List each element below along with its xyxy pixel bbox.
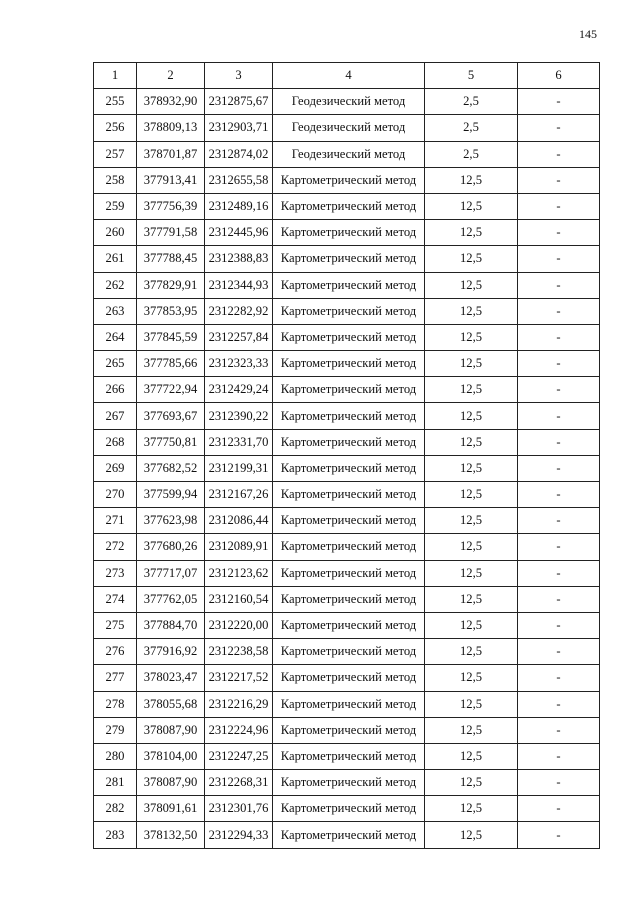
cell-method: Картометрический метод [273, 220, 425, 246]
cell-y-coordinate: 2312388,83 [205, 246, 273, 272]
cell-y-coordinate: 2312123,62 [205, 560, 273, 586]
cell-x-coordinate: 377785,66 [137, 351, 205, 377]
cell-method: Картометрический метод [273, 586, 425, 612]
cell-x-coordinate: 377717,07 [137, 560, 205, 586]
cell-accuracy: 12,5 [425, 324, 518, 350]
cell-y-coordinate: 2312199,31 [205, 455, 273, 481]
table-row [94, 770, 600, 796]
cell-y-coordinate: 2312445,96 [205, 220, 273, 246]
cell-method: Картометрический метод [273, 717, 425, 743]
cell-y-coordinate: 2312903,71 [205, 115, 273, 141]
table-row [94, 89, 600, 115]
cell-point-number: 265 [94, 351, 137, 377]
table-row [94, 193, 600, 219]
cell-note: - [518, 272, 600, 298]
table-row [94, 612, 600, 638]
cell-y-coordinate: 2312224,96 [205, 717, 273, 743]
cell-y-coordinate: 2312257,84 [205, 324, 273, 350]
cell-y-coordinate: 2312301,76 [205, 796, 273, 822]
cell-accuracy: 12,5 [425, 534, 518, 560]
cell-note: - [518, 508, 600, 534]
cell-method: Картометрический метод [273, 508, 425, 534]
cell-point-number: 257 [94, 141, 137, 167]
cell-accuracy: 12,5 [425, 167, 518, 193]
cell-point-number: 272 [94, 534, 137, 560]
cell-accuracy: 12,5 [425, 246, 518, 272]
cell-method: Картометрический метод [273, 665, 425, 691]
cell-note: - [518, 770, 600, 796]
cell-method: Картометрический метод [273, 822, 425, 848]
cell-accuracy: 12,5 [425, 612, 518, 638]
cell-note: - [518, 429, 600, 455]
cell-accuracy: 12,5 [425, 377, 518, 403]
cell-point-number: 261 [94, 246, 137, 272]
table-row [94, 324, 600, 350]
cell-point-number: 279 [94, 717, 137, 743]
cell-y-coordinate: 2312216,29 [205, 691, 273, 717]
cell-x-coordinate: 378104,00 [137, 743, 205, 769]
cell-point-number: 277 [94, 665, 137, 691]
cell-method: Картометрический метод [273, 482, 425, 508]
cell-method: Картометрический метод [273, 403, 425, 429]
cell-accuracy: 12,5 [425, 193, 518, 219]
cell-y-coordinate: 2312282,92 [205, 298, 273, 324]
cell-x-coordinate: 378087,90 [137, 770, 205, 796]
cell-point-number: 268 [94, 429, 137, 455]
cell-note: - [518, 351, 600, 377]
cell-point-number: 276 [94, 639, 137, 665]
cell-y-coordinate: 2312655,58 [205, 167, 273, 193]
header-cell: 6 [518, 63, 600, 89]
cell-point-number: 275 [94, 612, 137, 638]
cell-x-coordinate: 377916,92 [137, 639, 205, 665]
cell-x-coordinate: 377788,45 [137, 246, 205, 272]
cell-method: Картометрический метод [273, 639, 425, 665]
cell-y-coordinate: 2312875,67 [205, 89, 273, 115]
table-row [94, 115, 600, 141]
cell-accuracy: 12,5 [425, 429, 518, 455]
cell-point-number: 258 [94, 167, 137, 193]
cell-x-coordinate: 378932,90 [137, 89, 205, 115]
table-row [94, 639, 600, 665]
cell-accuracy: 12,5 [425, 822, 518, 848]
table-row [94, 351, 600, 377]
table-row [94, 429, 600, 455]
cell-x-coordinate: 378701,87 [137, 141, 205, 167]
table-row [94, 298, 600, 324]
cell-point-number: 282 [94, 796, 137, 822]
cell-accuracy: 12,5 [425, 298, 518, 324]
cell-method: Картометрический метод [273, 612, 425, 638]
cell-note: - [518, 639, 600, 665]
cell-point-number: 263 [94, 298, 137, 324]
coordinates-table [93, 62, 600, 849]
cell-y-coordinate: 2312167,26 [205, 482, 273, 508]
cell-note: - [518, 455, 600, 481]
cell-y-coordinate: 2312160,54 [205, 586, 273, 612]
cell-y-coordinate: 2312390,22 [205, 403, 273, 429]
cell-method: Картометрический метод [273, 560, 425, 586]
cell-accuracy: 2,5 [425, 89, 518, 115]
cell-x-coordinate: 377791,58 [137, 220, 205, 246]
table-row [94, 560, 600, 586]
cell-note: - [518, 717, 600, 743]
cell-y-coordinate: 2312874,02 [205, 141, 273, 167]
table-row [94, 167, 600, 193]
cell-note: - [518, 220, 600, 246]
cell-method: Картометрический метод [273, 455, 425, 481]
cell-y-coordinate: 2312294,33 [205, 822, 273, 848]
cell-note: - [518, 141, 600, 167]
cell-method: Картометрический метод [273, 298, 425, 324]
cell-y-coordinate: 2312323,33 [205, 351, 273, 377]
table-row [94, 403, 600, 429]
cell-point-number: 281 [94, 770, 137, 796]
header-cell: 2 [137, 63, 205, 89]
cell-point-number: 262 [94, 272, 137, 298]
cell-method: Картометрический метод [273, 377, 425, 403]
cell-note: - [518, 115, 600, 141]
cell-note: - [518, 822, 600, 848]
cell-accuracy: 12,5 [425, 691, 518, 717]
header-cell: 5 [425, 63, 518, 89]
cell-note: - [518, 796, 600, 822]
cell-point-number: 283 [94, 822, 137, 848]
header-cell: 3 [205, 63, 273, 89]
cell-accuracy: 12,5 [425, 717, 518, 743]
cell-x-coordinate: 378132,50 [137, 822, 205, 848]
cell-y-coordinate: 2312331,70 [205, 429, 273, 455]
cell-x-coordinate: 377680,26 [137, 534, 205, 560]
header-cell: 1 [94, 63, 137, 89]
cell-x-coordinate: 378055,68 [137, 691, 205, 717]
cell-accuracy: 12,5 [425, 560, 518, 586]
cell-y-coordinate: 2312220,00 [205, 612, 273, 638]
cell-note: - [518, 89, 600, 115]
cell-x-coordinate: 377829,91 [137, 272, 205, 298]
cell-method: Картометрический метод [273, 796, 425, 822]
cell-x-coordinate: 377845,59 [137, 324, 205, 350]
cell-point-number: 269 [94, 455, 137, 481]
cell-method: Геодезический метод [273, 115, 425, 141]
cell-point-number: 264 [94, 324, 137, 350]
cell-method: Картометрический метод [273, 272, 425, 298]
cell-method: Картометрический метод [273, 246, 425, 272]
table-row [94, 717, 600, 743]
cell-y-coordinate: 2312217,52 [205, 665, 273, 691]
cell-note: - [518, 560, 600, 586]
cell-y-coordinate: 2312238,58 [205, 639, 273, 665]
cell-point-number: 266 [94, 377, 137, 403]
table-row [94, 508, 600, 534]
cell-note: - [518, 298, 600, 324]
cell-note: - [518, 665, 600, 691]
cell-note: - [518, 324, 600, 350]
cell-accuracy: 12,5 [425, 665, 518, 691]
cell-accuracy: 12,5 [425, 272, 518, 298]
cell-note: - [518, 612, 600, 638]
cell-note: - [518, 377, 600, 403]
table-row [94, 246, 600, 272]
cell-note: - [518, 482, 600, 508]
cell-x-coordinate: 378087,90 [137, 717, 205, 743]
cell-y-coordinate: 2312344,93 [205, 272, 273, 298]
cell-y-coordinate: 2312489,16 [205, 193, 273, 219]
cell-x-coordinate: 377722,94 [137, 377, 205, 403]
cell-accuracy: 12,5 [425, 403, 518, 429]
cell-note: - [518, 586, 600, 612]
cell-x-coordinate: 377913,41 [137, 167, 205, 193]
page-number: 145 [579, 27, 597, 41]
cell-accuracy: 12,5 [425, 482, 518, 508]
cell-note: - [518, 403, 600, 429]
cell-x-coordinate: 377762,05 [137, 586, 205, 612]
cell-x-coordinate: 377623,98 [137, 508, 205, 534]
cell-x-coordinate: 378091,61 [137, 796, 205, 822]
cell-point-number: 274 [94, 586, 137, 612]
table-row [94, 455, 600, 481]
cell-x-coordinate: 377682,52 [137, 455, 205, 481]
cell-note: - [518, 691, 600, 717]
cell-method: Картометрический метод [273, 770, 425, 796]
cell-accuracy: 12,5 [425, 743, 518, 769]
cell-note: - [518, 246, 600, 272]
table-row [94, 822, 600, 848]
cell-note: - [518, 743, 600, 769]
cell-point-number: 278 [94, 691, 137, 717]
cell-accuracy: 2,5 [425, 115, 518, 141]
table-row [94, 141, 600, 167]
cell-x-coordinate: 377693,67 [137, 403, 205, 429]
cell-method: Геодезический метод [273, 141, 425, 167]
cell-accuracy: 12,5 [425, 508, 518, 534]
table-row [94, 534, 600, 560]
header-cell: 4 [273, 63, 425, 89]
table-row [94, 586, 600, 612]
cell-point-number: 270 [94, 482, 137, 508]
header-row [94, 63, 600, 89]
cell-point-number: 271 [94, 508, 137, 534]
cell-x-coordinate: 377884,70 [137, 612, 205, 638]
cell-x-coordinate: 378023,47 [137, 665, 205, 691]
cell-method: Картометрический метод [273, 743, 425, 769]
cell-method: Картометрический метод [273, 351, 425, 377]
cell-y-coordinate: 2312247,25 [205, 743, 273, 769]
cell-y-coordinate: 2312086,44 [205, 508, 273, 534]
cell-method: Картометрический метод [273, 193, 425, 219]
table-row [94, 743, 600, 769]
cell-point-number: 260 [94, 220, 137, 246]
table-row [94, 220, 600, 246]
cell-y-coordinate: 2312268,31 [205, 770, 273, 796]
cell-point-number: 280 [94, 743, 137, 769]
table-row [94, 377, 600, 403]
cell-note: - [518, 534, 600, 560]
cell-note: - [518, 193, 600, 219]
cell-point-number: 259 [94, 193, 137, 219]
table-row [94, 796, 600, 822]
cell-method: Картометрический метод [273, 167, 425, 193]
cell-point-number: 256 [94, 115, 137, 141]
cell-x-coordinate: 378809,13 [137, 115, 205, 141]
table-row [94, 665, 600, 691]
cell-accuracy: 12,5 [425, 586, 518, 612]
cell-accuracy: 12,5 [425, 455, 518, 481]
table-row [94, 482, 600, 508]
cell-point-number: 255 [94, 89, 137, 115]
cell-accuracy: 12,5 [425, 770, 518, 796]
cell-x-coordinate: 377756,39 [137, 193, 205, 219]
cell-method: Картометрический метод [273, 429, 425, 455]
cell-method: Картометрический метод [273, 691, 425, 717]
cell-point-number: 267 [94, 403, 137, 429]
cell-method: Геодезический метод [273, 89, 425, 115]
cell-note: - [518, 167, 600, 193]
table-row [94, 691, 600, 717]
cell-accuracy: 12,5 [425, 351, 518, 377]
cell-x-coordinate: 377750,81 [137, 429, 205, 455]
cell-y-coordinate: 2312429,24 [205, 377, 273, 403]
cell-y-coordinate: 2312089,91 [205, 534, 273, 560]
cell-accuracy: 12,5 [425, 220, 518, 246]
cell-accuracy: 2,5 [425, 141, 518, 167]
cell-accuracy: 12,5 [425, 639, 518, 665]
cell-accuracy: 12,5 [425, 796, 518, 822]
cell-method: Картометрический метод [273, 324, 425, 350]
cell-method: Картометрический метод [273, 534, 425, 560]
cell-x-coordinate: 377599,94 [137, 482, 205, 508]
cell-x-coordinate: 377853,95 [137, 298, 205, 324]
cell-point-number: 273 [94, 560, 137, 586]
table-row [94, 272, 600, 298]
